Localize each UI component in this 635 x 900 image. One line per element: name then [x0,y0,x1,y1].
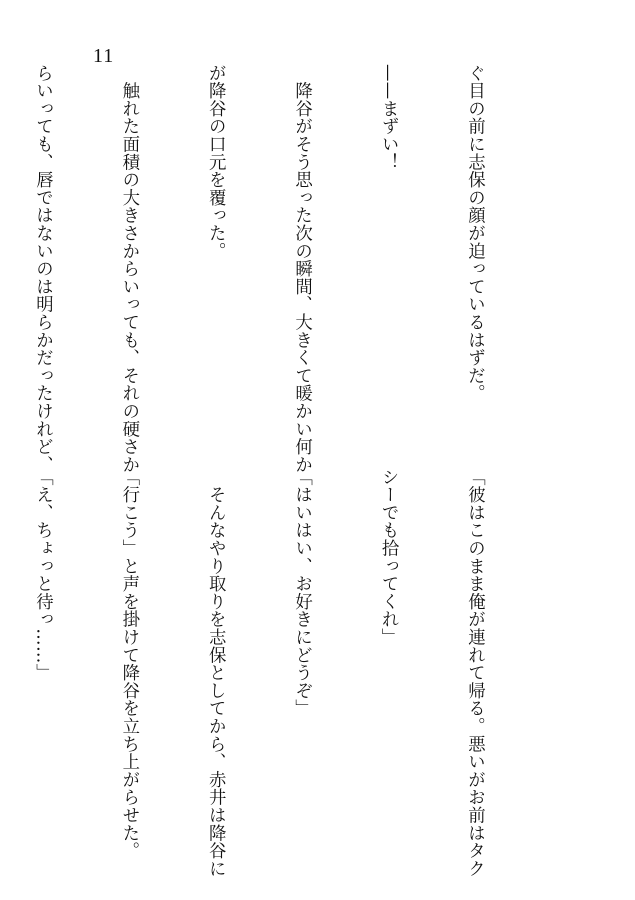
page-number: 11 [93,45,115,67]
text-line: ——まずい！ [378,64,399,171]
text-line: そんなやり取りを志保としてから、赤井は降谷に [205,468,226,878]
text-line: らいっても、唇ではないのは明らかだったけれど、 [32,64,53,474]
text-line: 降谷がそう思った次の瞬間、大きくて暖かい何か [291,64,312,474]
text-line: ぐ目の前に志保の顔が迫っているはずだ。 [464,64,485,403]
text-line: 「彼はこのまま俺が連れて帰る。悪いがお前はタク [464,468,485,878]
text-line: シーでも拾ってくれ」 [378,468,399,646]
text-block-bottom [0,468,546,878]
text-line: 「はいはい、お好きにどうぞ」 [291,468,312,718]
text-block-top [0,64,546,474]
text-line: 「行こう」と声を掛けて降谷を立ち上がらせた。 [118,468,139,860]
text-line: 触れた面積の大きさからいっても、それの硬さか [118,64,139,474]
text-line: 「え、ちょっと待っ……」 [32,468,53,682]
text-line: が降谷の口元を覆った。 [205,64,226,260]
